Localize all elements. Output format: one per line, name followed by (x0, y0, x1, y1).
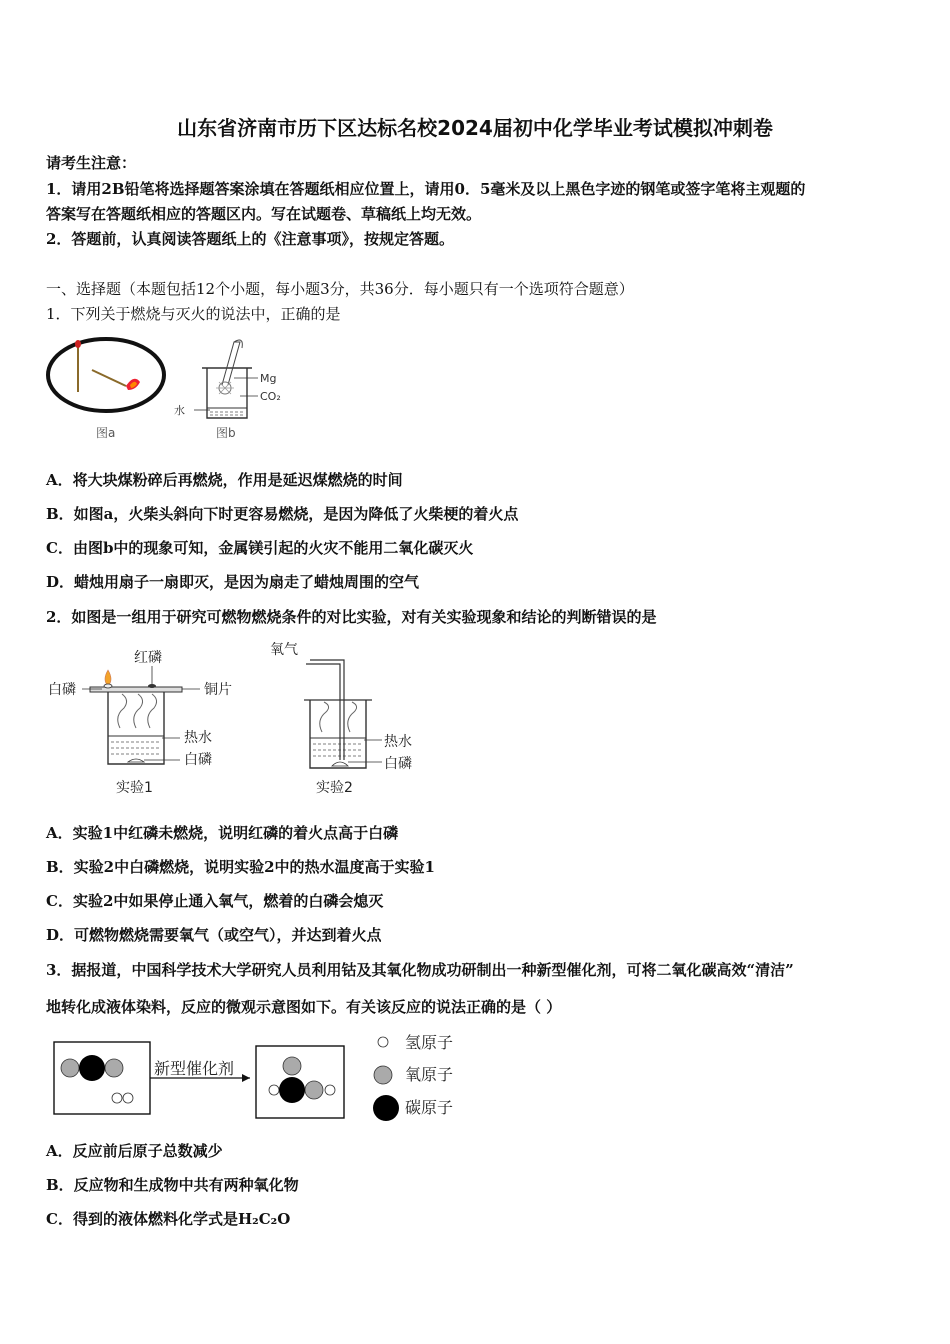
q3-option-c (46, 1208, 290, 1229)
q2-option-b: B．实验2中白磷燃烧，说明实验2中的热水温度高于实验1 (46, 858, 435, 876)
legend-oxygen: 氧原子 (405, 1065, 454, 1084)
exp1-label-copper: 铜片 (204, 682, 232, 698)
carbon-atom-icon (373, 1095, 399, 1121)
page-title: 山东省济南市历下区达标名校2024届初中化学毕业考试模拟冲刺卷 (177, 116, 773, 140)
notice-item-2: 2．答题前，认真阅读答题纸上的《注意事项》，按规定答题。 (46, 230, 454, 248)
q3-option-c-formula: H₂C₂O (237, 1210, 291, 1228)
atom-legend (373, 1037, 399, 1121)
experiment-2-apparatus (304, 660, 382, 768)
figure-a-caption: 图a (96, 426, 116, 440)
figure-b-caption: 图b (216, 426, 236, 440)
catalyst-label: 新型催化剂 (154, 1059, 235, 1078)
q2-option-d: D．可燃物燃烧需要氧气（或空气），并达到着火点 (46, 926, 382, 944)
exp1-caption: 实验1 (116, 780, 153, 796)
products-box (256, 1046, 344, 1118)
q3-reaction-diagram (50, 1030, 480, 1125)
q1-option-b: B．如图a，火柴头斜向下时更容易燃烧，是因为降低了火柴梗的着火点 (46, 505, 519, 523)
q2-stem: 2．如图是一组用于研究可燃物燃烧条件的对比实验，对有关实验现象和结论的判断错误的是 (46, 608, 657, 626)
q3-stem-line-1: 3．据报道，中国科学技术大学研究人员利用钴及其氧化物成功研制出一种新型催化剂，可将二氧化碳高效“清洁” (46, 961, 794, 979)
section-heading: 一、选择题（本题包括12个小题，每小题3分，共36分．每小题只有一个选项符合题意） (46, 280, 634, 298)
q1-option-c: C．由图b中的现象可知，金属镁引起的火灾不能用二氧化碳灭火 (46, 539, 474, 557)
q2-option-a: A．实验1中红磷未燃烧，说明红磷的着火点高于白磷 (46, 824, 399, 842)
exp1-label-red-phosphorus: 红磷 (134, 650, 162, 666)
notice-item-1-line-1: 1．请用2B铅笔将选择题答案涂填在答题纸相应位置上，请用0．5毫米及以上黑色字迹的钢笔或签字笔将主观题的 (46, 180, 806, 198)
q3-option-a: A．反应前后原子总数减少 (46, 1142, 223, 1160)
legend-carbon: 碳原子 (405, 1098, 454, 1117)
hydrogen-atom-icon (378, 1037, 388, 1047)
exp1-label-white-phosphorus-bottom: 白磷 (184, 752, 212, 768)
q1-option-a: A．将大块煤粉碎后再燃烧，作用是延迟煤燃烧的时间 (46, 471, 403, 489)
q1-figure (44, 330, 304, 445)
exp2-label-oxygen: 氧气 (270, 642, 298, 658)
exp1-label-hot-water: 热水 (184, 730, 212, 746)
notice-heading: 请考生注意： (46, 154, 137, 172)
q2-option-c: C．实验2中如果停止通入氧气，燃着的白磷会熄灭 (46, 892, 384, 910)
reactants-box (54, 1042, 150, 1114)
q1-stem: 1．下列关于燃烧与灭火的说法中，正确的是 (46, 305, 341, 323)
exp2-caption: 实验2 (316, 780, 353, 796)
q3-option-c-text: C．得到的液体燃料化学式是 (46, 1210, 238, 1228)
figure-b-label-water: 水 (174, 404, 185, 417)
q1-option-d: D．蜡烛用扇子一扇即灭，是因为扇走了蜡烛周围的空气 (46, 573, 420, 591)
q3-stem-line-2: 地转化成液体染料，反应的微观示意图如下。有关该反应的说法正确的是（ ） (46, 998, 562, 1016)
exp2-label-white-phosphorus: 白磷 (384, 756, 412, 772)
figure-b-jar (194, 340, 258, 418)
q2-figure (44, 636, 444, 806)
exp2-label-hot-water: 热水 (384, 734, 412, 750)
q3-option-b: B．反应物和生成物中共有两种氧化物 (46, 1176, 299, 1194)
exp1-label-white-phosphorus-top: 白磷 (48, 682, 76, 698)
figure-b-label-mg: Mg (260, 372, 277, 385)
legend-hydrogen: 氢原子 (405, 1033, 454, 1052)
oxygen-atom-icon (374, 1066, 392, 1084)
notice-item-1-line-2: 答案写在答题纸相应的答题区内。写在试题卷、草稿纸上均无效。 (46, 205, 482, 223)
figure-a-match (48, 339, 164, 411)
experiment-1-apparatus (82, 666, 200, 764)
figure-b-label-co2: CO₂ (260, 390, 281, 403)
